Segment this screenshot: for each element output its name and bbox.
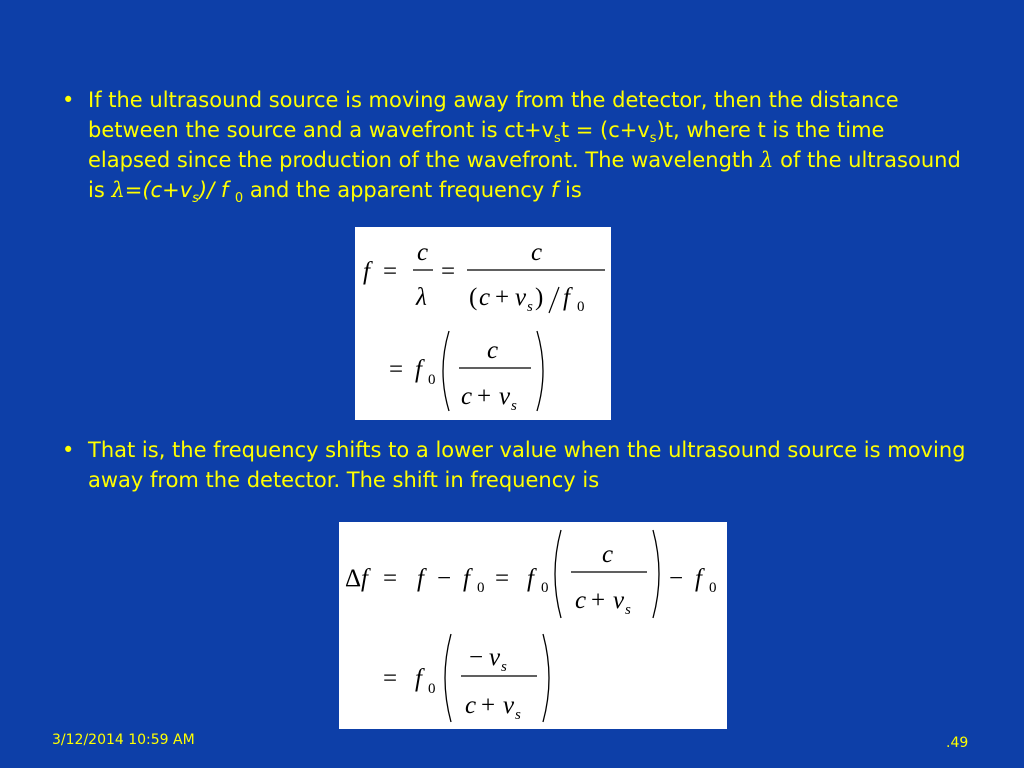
footer-page-number: .49 <box>946 735 969 751</box>
bullet-2-text: That is, the frequency shifts to a lower value when the ultrasound source is moving away from the detector. The shift in frequency is <box>88 438 966 492</box>
svg-text:v: v <box>613 587 625 614</box>
svg-text:c: c <box>461 383 473 410</box>
svg-text:s: s <box>501 659 507 675</box>
svg-text:v: v <box>489 644 501 671</box>
svg-text:f: f <box>363 258 370 285</box>
svg-text:(: ( <box>469 284 478 311</box>
lambda-symbol: λ <box>111 178 125 202</box>
svg-text:Δ: Δ <box>345 565 362 592</box>
svg-text:s: s <box>625 602 631 618</box>
svg-text:−: − <box>669 565 684 592</box>
svg-text:λ: λ <box>416 284 427 311</box>
svg-text:+: + <box>591 587 606 614</box>
svg-text:f: f <box>361 565 368 592</box>
svg-text:=: = <box>389 356 404 383</box>
svg-text:v: v <box>515 284 527 311</box>
svg-text:f: f <box>527 565 534 592</box>
svg-text:c: c <box>465 692 477 719</box>
svg-text:f: f <box>463 565 470 592</box>
lambda-symbol: λ <box>760 148 774 172</box>
svg-text:−: − <box>469 644 484 671</box>
svg-text:f: f <box>415 665 422 692</box>
svg-text:=: = <box>383 258 398 285</box>
svg-text:0: 0 <box>541 580 549 596</box>
equation-frequency <box>355 227 611 420</box>
svg-text:c: c <box>479 284 491 311</box>
equation-frequency-shift-graphic <box>339 522 727 729</box>
svg-text:): ) <box>535 284 544 311</box>
equation-frequency-graphic <box>355 227 611 420</box>
footer-datetime: 3/12/2014 10:59 AM <box>52 732 195 748</box>
svg-text:=: = <box>383 565 398 592</box>
svg-text:c: c <box>575 587 587 614</box>
svg-text:f: f <box>695 565 702 592</box>
svg-text:+: + <box>495 284 510 311</box>
svg-text:0: 0 <box>428 372 436 388</box>
equation-frequency-shift <box>339 522 727 729</box>
svg-text:f: f <box>563 284 570 311</box>
svg-text:v: v <box>499 383 511 410</box>
svg-text:c: c <box>531 239 543 266</box>
svg-text:=: = <box>495 565 510 592</box>
svg-text:+: + <box>477 383 492 410</box>
svg-text:0: 0 <box>709 580 717 596</box>
svg-text:s: s <box>527 299 533 315</box>
svg-text:=: = <box>441 258 456 285</box>
svg-text:f: f <box>417 565 424 592</box>
svg-text:0: 0 <box>428 681 436 697</box>
bullet-1-text: If the ultrasound source is moving away from the detector, then the distance between the source and a wavefront is $ct+v_st = (c+v_s)t$, where t is the time elapsed since the production of the wavefront. The wavelength λ of the ultrasound is $\lambda=(c+v_s)/$ f $_0$ and the apparent frequency f is <box>88 88 961 206</box>
bullet-dot: • <box>62 438 75 462</box>
svg-text:c: c <box>602 541 614 568</box>
svg-text:−: − <box>437 565 452 592</box>
svg-text:0: 0 <box>577 299 585 315</box>
svg-text:c: c <box>487 337 499 364</box>
svg-text:+: + <box>481 692 496 719</box>
svg-text:=: = <box>383 665 398 692</box>
svg-text:c: c <box>417 239 429 266</box>
svg-text:f: f <box>415 356 422 383</box>
svg-text:s: s <box>511 398 517 414</box>
svg-text:0: 0 <box>477 580 485 596</box>
svg-text:s: s <box>515 707 521 723</box>
bullet-dot: • <box>62 88 75 112</box>
svg-text:v: v <box>503 692 515 719</box>
